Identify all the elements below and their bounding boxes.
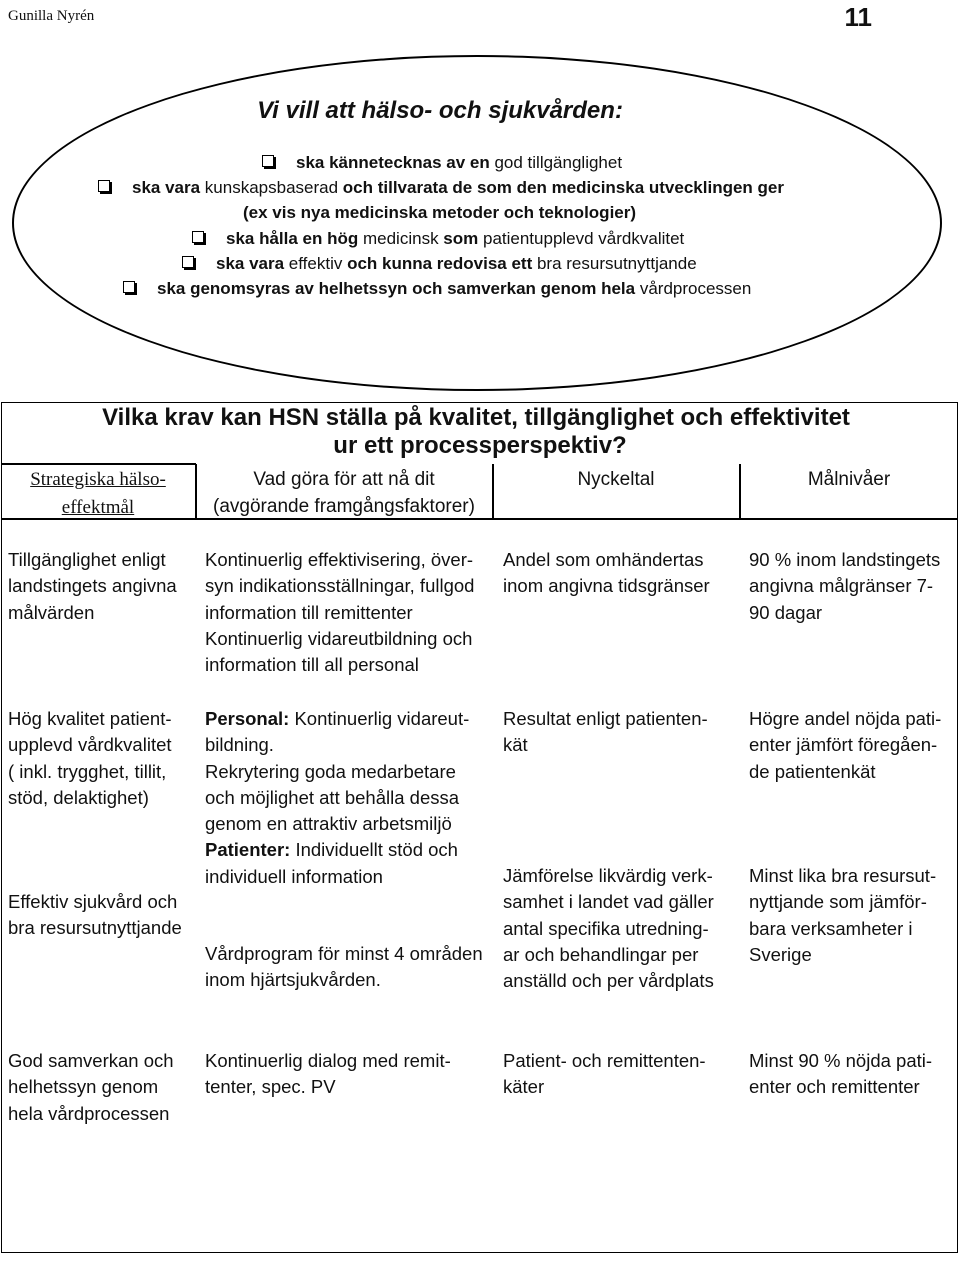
row1-target-level: 90 % inom landstingets angivna målgränser 7- 90 dagar — [749, 549, 941, 623]
checkbox-bullet-icon — [98, 180, 110, 192]
column-header-key-figures: Nyckeltal — [577, 469, 655, 490]
column-header-strategic-goals: Strategiska hälso- effektmål — [30, 469, 166, 518]
column-header-target-levels: Målnivåer — [807, 469, 891, 490]
row3-key-figure: Patient- och remittenten- käter — [503, 1050, 706, 1098]
vision-bullet-knowledge-cont: (ex vis nya medicinska metoder och teknologier) — [243, 203, 637, 222]
row2-care-program: Vårdprogram för minst 4 områden inom hjärtsjukvården. — [205, 943, 483, 991]
author-name: Gunilla Nyrén — [8, 8, 95, 24]
row2-target-resources: Minst lika bra resursut- nyttjande som jämför- bara verksamheter i Sverige — [749, 865, 937, 965]
checkbox-bullet-icon — [182, 256, 194, 268]
vision-bullet-efficiency: ska vara effektiv och kunna redovisa ett bra resursutnyttjande — [182, 254, 697, 274]
row3-goal: God samverkan och helhetssyn genom hela vårdprocessen — [8, 1050, 174, 1124]
table-question: Vilka krav kan HSN ställa på kvalitet, tillgänglighet och effektivitet ur ett processperspektiv? — [102, 404, 850, 459]
column-header-success-factors: Vad göra för att nå dit (avgörande framgångsfaktorer) — [213, 469, 475, 517]
row2-goal-efficiency: Effektiv sjukvård och bra resursutnyttjande — [8, 891, 182, 939]
row2-goal-quality: Hög kvalitet patient- upplevd vårdkvalitet ( inkl. trygghet, tillit, stöd, delaktighet) — [8, 708, 172, 808]
row1-goal: Tillgänglighet enligt landstingets angivna målvärden — [8, 549, 177, 623]
vision-bullet-accessibility: ska kännetecknas av en god tillgänglighet — [262, 153, 622, 173]
row2-success-factors: Personal: Kontinuerlig vidareut- bildning. Rekrytering goda medarbetare och möjlighet att behålla dessa genom en attraktiv arbetsmiljö Patienter: Individuellt stöd och individuell information — [205, 708, 470, 887]
row2-target-satisfaction: Högre andel nöjda pati- enter jämfört föregåen- de patientenkät — [749, 708, 942, 782]
row2-key-figure-survey: Resultat enligt patienten- kät — [503, 708, 708, 756]
row3-target-level: Minst 90 % nöjda pati- enter och remittenter — [749, 1050, 933, 1098]
row1-success-factors: Kontinuerlig effektivisering, över- syn indikationsställningar, fullgod information till remittenter Kontinuerlig vidareutbildning och information till all personal — [205, 549, 475, 676]
page-number: 11 — [844, 2, 872, 32]
checkbox-bullet-icon — [192, 231, 204, 243]
vision-bullet-quality: ska hålla en hög medicinsk som patientupplevd vårdkvalitet — [192, 229, 684, 249]
checkbox-bullet-icon — [262, 155, 274, 167]
header-divider — [1, 463, 196, 465]
vision-bullet-knowledge: ska vara kunskapsbaserad och tillvarata de som den medicinska utvecklingen ger — [98, 178, 784, 198]
row3-success-factors: Kontinuerlig dialog med remit- tenter, spec. PV — [205, 1050, 451, 1098]
vision-title: Vi vill att hälso- och sjukvården: — [257, 97, 623, 124]
vision-bullet-cooperation: ska genomsyras av helhetssyn och samverkan genom hela vårdprocessen — [123, 279, 751, 299]
checkbox-bullet-icon — [123, 281, 135, 293]
row1-key-figure: Andel som omhändertas inom angivna tidsgränser — [503, 549, 710, 597]
row2-key-figure-comparison: Jämförelse likvärdig verk- samhet i landet vad gäller antal specifika utredning- ar och behandlingar per anställd och per vårdplats — [503, 865, 714, 992]
